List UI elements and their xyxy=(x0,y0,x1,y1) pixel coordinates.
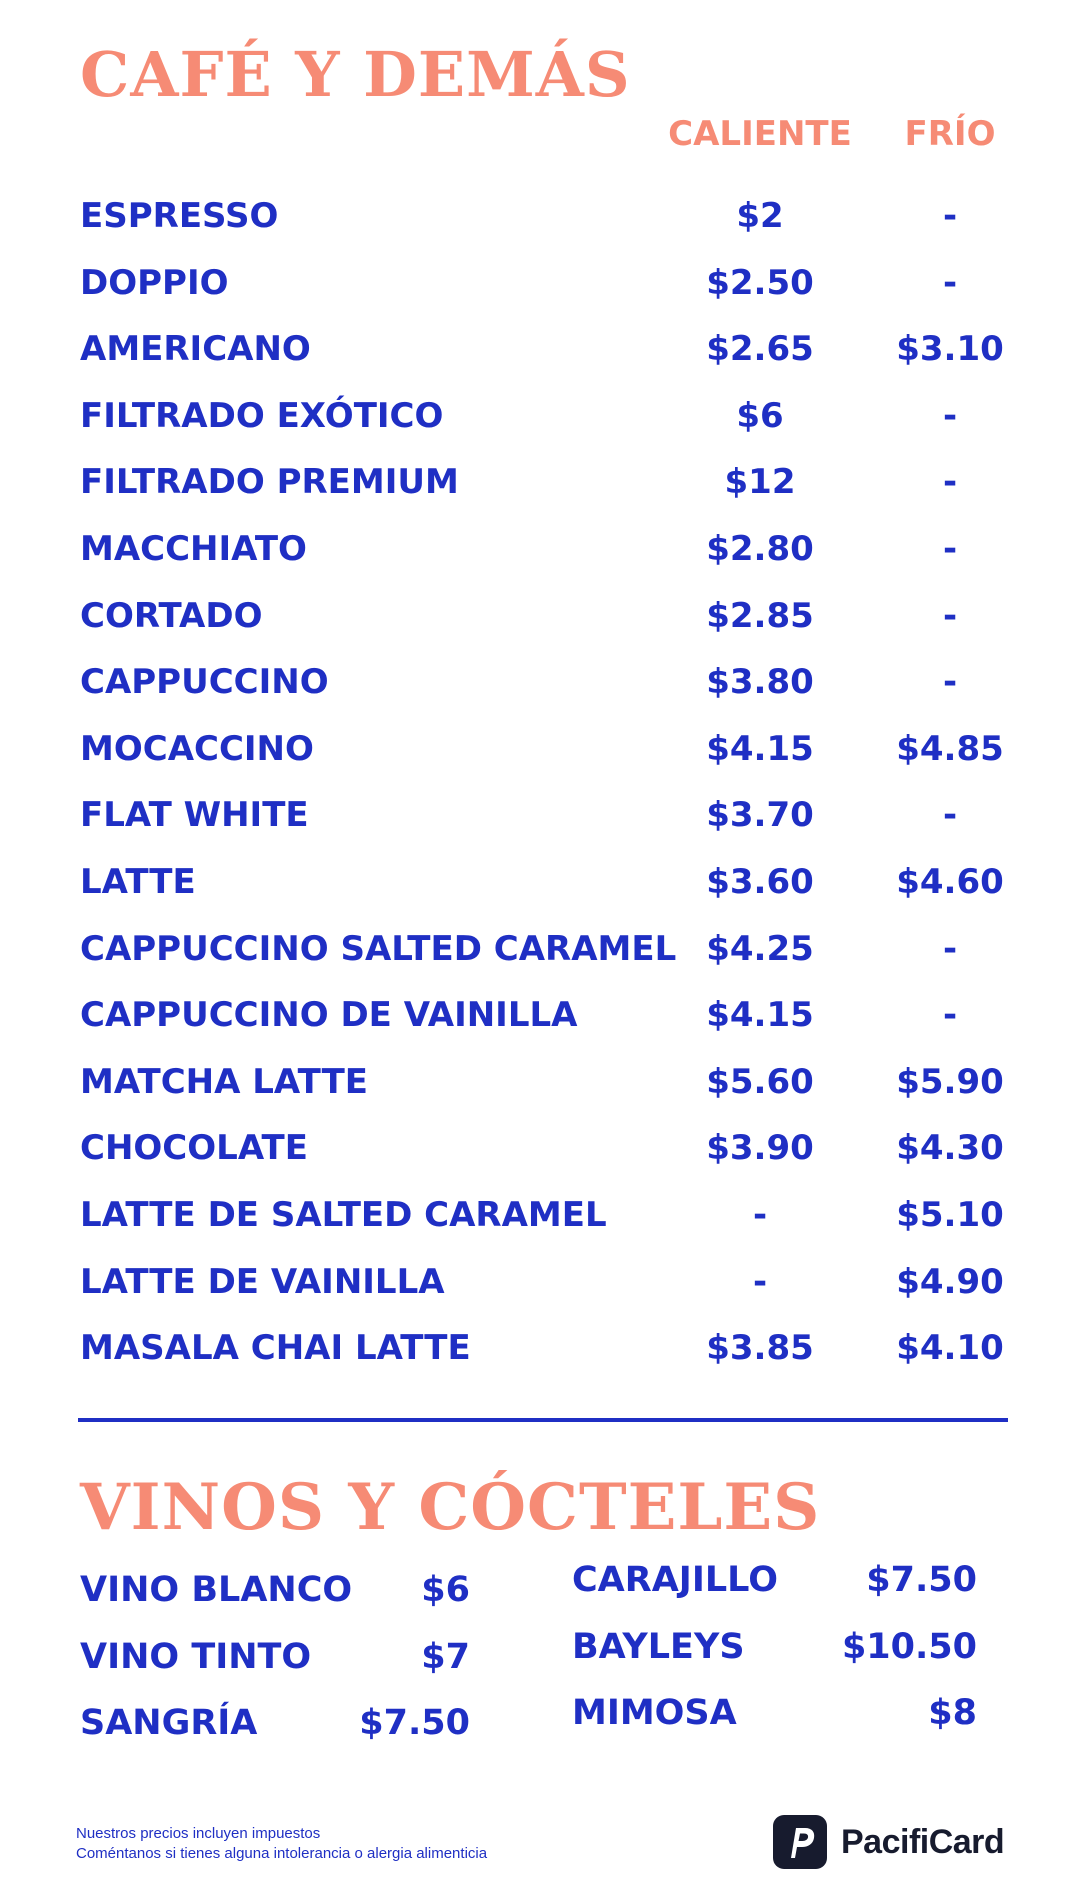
menu-item-cold-price: - xyxy=(942,395,958,436)
wine-section-title: VINOS Y CÓCTELES xyxy=(80,1470,821,1545)
brand-logo xyxy=(773,1815,1004,1869)
menu-item-cold-price: - xyxy=(942,262,958,303)
menu-item-cold-price: $3.10 xyxy=(896,329,1004,370)
menu-item-hot-price: $2.80 xyxy=(706,528,814,569)
menu-item xyxy=(80,527,1020,594)
menu-item-name: LATTE DE VAINILLA xyxy=(80,1261,445,1302)
menu-item xyxy=(80,1060,1020,1127)
footer-notes xyxy=(76,1824,487,1864)
menu-item-name: CHOCOLATE xyxy=(80,1128,308,1169)
menu-item-cold-price: $4.85 xyxy=(896,728,1004,769)
menu-item-name: MATCHA LATTE xyxy=(80,1061,368,1102)
brand-name: PacifiCard xyxy=(841,1822,1005,1861)
menu-item-hot-price: $5.60 xyxy=(706,1061,814,1102)
menu-item-hot-price: $3.70 xyxy=(706,795,814,836)
drink-item-price: $10.50 xyxy=(841,1626,977,1667)
menu-item xyxy=(80,860,1020,927)
menu-item-name: FILTRADO PREMIUM xyxy=(80,462,459,503)
wine-list-left xyxy=(80,1568,470,1768)
menu-item-cold-price: $4.30 xyxy=(896,1128,1004,1169)
drink-item xyxy=(572,1691,977,1758)
menu-item-hot-price: $6 xyxy=(736,395,784,436)
menu-item-name: MACCHIATO xyxy=(80,528,307,569)
drink-item xyxy=(572,1625,977,1692)
menu-item-hot-price: $3.80 xyxy=(706,662,814,703)
menu-item xyxy=(80,261,1020,328)
menu-item xyxy=(80,793,1020,860)
menu-item-cold-price: $5.90 xyxy=(896,1061,1004,1102)
menu-item-name: CORTADO xyxy=(80,595,263,636)
menu-item-hot-price: $3.60 xyxy=(706,861,814,902)
drink-item-name: CARAJILLO xyxy=(572,1560,778,1600)
drink-item xyxy=(80,1701,470,1768)
menu-item-name: MOCACCINO xyxy=(80,728,314,769)
menu-item-name: CAPPUCCINO DE VAINILLA xyxy=(80,995,578,1036)
menu-item-name: FLAT WHITE xyxy=(80,795,309,836)
menu-item-cold-price: $4.60 xyxy=(896,861,1004,902)
drink-item-price: $6 xyxy=(421,1570,470,1610)
menu-item-hot-price: $2.65 xyxy=(706,329,814,370)
menu-item-name: AMERICANO xyxy=(80,329,311,370)
menu-item-cold-price: - xyxy=(942,595,958,636)
drink-item-price: $7.50 xyxy=(359,1703,470,1744)
menu-item-cold-price: - xyxy=(942,995,958,1036)
menu-item-cold-price: $5.10 xyxy=(896,1194,1004,1235)
menu-item-hot-price: - xyxy=(752,1194,768,1235)
menu-item-cold-price: - xyxy=(942,462,958,503)
menu-item-hot-price: $2.85 xyxy=(706,595,814,636)
coffee-menu-list xyxy=(80,194,1020,1393)
menu-item-hot-price: $12 xyxy=(724,462,796,503)
menu-item xyxy=(80,1326,1020,1393)
drink-item-price: $7.50 xyxy=(866,1560,977,1600)
menu-item-name: FILTRADO EXÓTICO xyxy=(80,395,444,436)
drink-item-name: SANGRÍA xyxy=(80,1703,258,1744)
coffee-section-title: CAFÉ Y DEMÁS xyxy=(80,38,631,111)
drink-item xyxy=(572,1558,977,1625)
menu-item-name: ESPRESSO xyxy=(80,196,279,236)
column-header-hot: CALIENTE xyxy=(668,114,852,154)
menu-item xyxy=(80,1260,1020,1327)
pacificard-logo-icon xyxy=(773,1815,827,1869)
drink-item-name: VINO TINTO xyxy=(80,1636,312,1677)
menu-item-cold-price: $4.10 xyxy=(896,1328,1004,1369)
menu-item xyxy=(80,194,1020,261)
menu-item xyxy=(80,594,1020,661)
menu-item-cold-price: - xyxy=(942,662,958,703)
menu-item xyxy=(80,727,1020,794)
menu-item xyxy=(80,1126,1020,1193)
menu-item xyxy=(80,993,1020,1060)
drink-item-price: $7 xyxy=(421,1636,470,1677)
menu-item-cold-price: $4.90 xyxy=(896,1261,1004,1302)
menu-item xyxy=(80,660,1020,727)
drink-item-name: MIMOSA xyxy=(572,1693,737,1734)
menu-item xyxy=(80,460,1020,527)
menu-item-name: MASALA CHAI LATTE xyxy=(80,1328,471,1369)
menu-item xyxy=(80,927,1020,994)
menu-item-hot-price: $4.25 xyxy=(706,928,814,969)
menu-item-hot-price: $3.85 xyxy=(706,1328,814,1369)
menu-item-hot-price: $2.50 xyxy=(706,262,814,303)
menu-item-hot-price: $4.15 xyxy=(706,728,814,769)
wine-list-right xyxy=(572,1558,977,1758)
menu-item xyxy=(80,327,1020,394)
menu-item-name: CAPPUCCINO xyxy=(80,662,329,703)
menu-item xyxy=(80,1193,1020,1260)
drink-item-name: VINO BLANCO xyxy=(80,1570,353,1610)
menu-item-cold-price: - xyxy=(942,928,958,969)
menu-item-hot-price: - xyxy=(752,1261,768,1302)
menu-item-hot-price: $3.90 xyxy=(706,1128,814,1169)
drink-item-price: $8 xyxy=(928,1693,977,1734)
menu-item-cold-price: - xyxy=(942,528,958,569)
drink-item-name: BAYLEYS xyxy=(572,1626,745,1667)
drink-item xyxy=(80,1635,470,1702)
menu-item xyxy=(80,394,1020,461)
section-divider xyxy=(78,1418,1008,1422)
menu-item-name: DOPPIO xyxy=(80,262,229,303)
menu-item-cold-price: - xyxy=(942,795,958,836)
menu-item-hot-price: $2 xyxy=(736,196,784,236)
footer-note-allergies: Coméntanos si tienes alguna intolerancia o alergia alimenticia xyxy=(76,1845,488,1862)
drink-item xyxy=(80,1568,470,1635)
menu-item-name: LATTE DE SALTED CARAMEL xyxy=(80,1194,607,1235)
menu-item-name: LATTE xyxy=(80,861,196,902)
menu-item-hot-price: $4.15 xyxy=(706,995,814,1036)
menu-item-name: CAPPUCCINO SALTED CARAMEL xyxy=(80,928,677,969)
column-header-cold: FRÍO xyxy=(904,114,996,154)
menu-item-cold-price: - xyxy=(942,196,958,236)
footer-note-taxes: Nuestros precios incluyen impuestos xyxy=(76,1825,321,1842)
